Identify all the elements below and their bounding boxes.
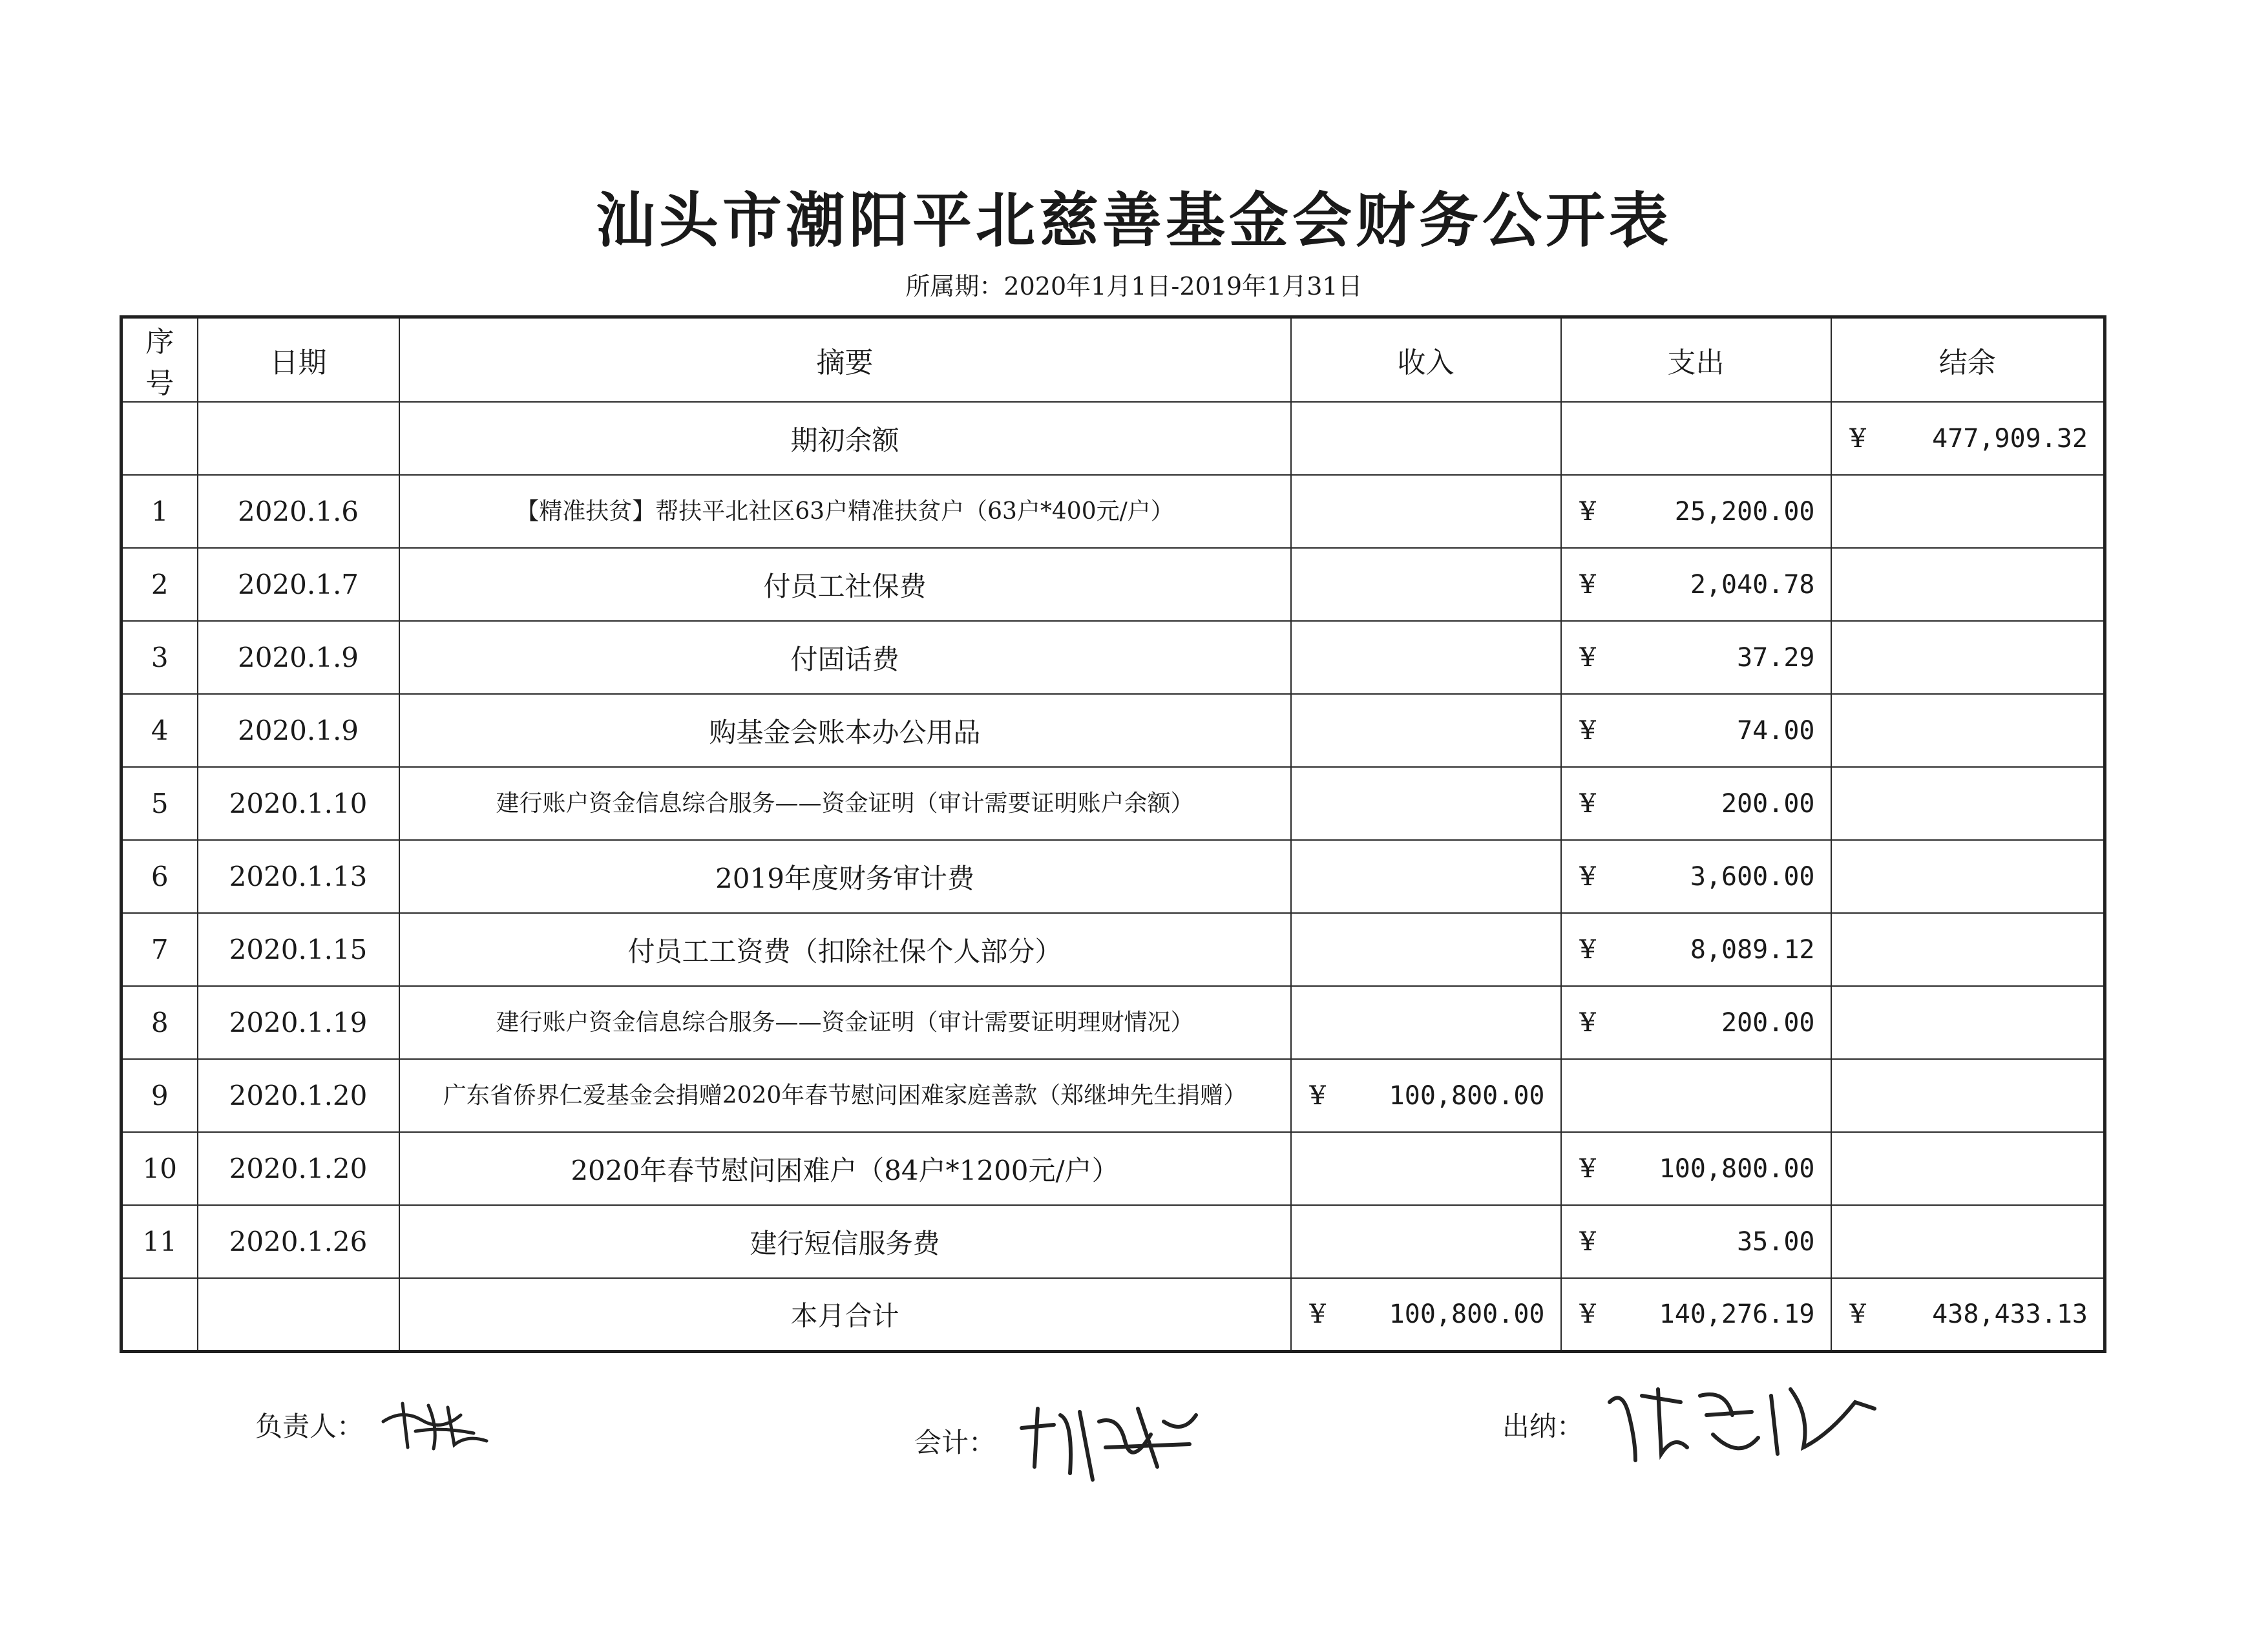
table-row [121,1059,2105,1132]
row-income-cell [1291,621,1561,694]
row-expense-value: 37.29 [1737,642,1815,673]
table-row [121,548,2105,621]
row-seq: 3 [121,621,198,694]
row-summary: 建行账户资金信息综合服务——资金证明（审计需要证明理财情况） [399,986,1291,1059]
table-row [121,621,2105,694]
row-income-cell [1291,475,1561,548]
table-row [121,913,2105,986]
row-expense-value: 200.00 [1721,788,1815,819]
total-row [121,1278,2105,1351]
currency-symbol: ¥ [1579,715,1596,746]
row-income-cell [1291,694,1561,767]
row-income-cell [1291,986,1561,1059]
row-date: 2020.1.9 [198,621,399,694]
table-row [121,1205,2105,1278]
row-balance-cell [1831,621,2105,694]
opening-balance-cell [1831,402,2105,475]
row-expense-cell [1561,548,1831,621]
total-expense-cell [1561,1278,1831,1351]
row-balance-cell [1831,840,2105,913]
row-expense-value: 2,040.78 [1690,569,1815,600]
table-cell [121,1278,198,1351]
row-expense-value: 35.00 [1737,1226,1815,1257]
manager-label: 负责人： [255,1411,364,1442]
row-income-value: 100,800.00 [1389,1080,1545,1111]
currency-symbol: ¥ [1579,1007,1596,1038]
accountant-signature-block [914,1396,1202,1486]
accountant-signature [1009,1396,1202,1486]
table-cell [121,402,198,475]
total-income-cell [1291,1278,1561,1351]
row-seq: 4 [121,694,198,767]
total-income-value: 100,800.00 [1389,1299,1545,1329]
manager-signature [377,1396,499,1454]
table-row [121,986,2105,1059]
cashier-signature [1597,1376,1881,1473]
currency-symbol: ¥ [1579,1226,1596,1257]
cashier-label: 出纳： [1502,1411,1584,1442]
row-expense-cell [1561,1132,1831,1205]
table-cell [1291,402,1561,475]
row-expense-cell [1561,913,1831,986]
row-summary: 2020年春节慰问困难户（84户*1200元/户） [399,1132,1291,1205]
row-date: 2020.1.15 [198,913,399,986]
row-summary: 购基金会账本办公用品 [399,694,1291,767]
row-expense-value: 74.00 [1737,715,1815,746]
table-row [121,1132,2105,1205]
row-expense-cell [1561,1059,1831,1132]
row-balance-cell [1831,1132,2105,1205]
row-seq: 6 [121,840,198,913]
manager-signature-block [255,1396,499,1454]
row-date: 2020.1.7 [198,548,399,621]
finance-table [120,315,2106,1353]
table-header-row [121,317,2105,403]
opening-balance-row [121,402,2105,475]
row-expense-value: 100,800.00 [1659,1153,1815,1184]
currency-symbol: ¥ [1579,496,1596,527]
row-summary: 【精准扶贫】帮扶平北社区63户精准扶贫户（63户*400元/户） [399,475,1291,548]
row-expense-cell [1561,1205,1831,1278]
row-balance-cell [1831,694,2105,767]
row-summary: 2019年度财务审计费 [399,840,1291,913]
total-summary: 本月合计 [399,1278,1291,1351]
row-seq: 2 [121,548,198,621]
currency-symbol: ¥ [1309,1299,1326,1329]
row-seq: 8 [121,986,198,1059]
row-balance-cell [1831,986,2105,1059]
header-expense: 支出 [1561,317,1831,403]
row-date: 2020.1.20 [198,1132,399,1205]
total-balance-value: 438,433.13 [1932,1299,2088,1329]
row-expense-value: 25,200.00 [1674,496,1815,527]
header-income: 收入 [1291,317,1561,403]
table-row [121,694,2105,767]
currency-symbol: ¥ [1579,569,1596,600]
table-row [121,840,2105,913]
currency-symbol: ¥ [1309,1080,1326,1111]
row-date: 2020.1.13 [198,840,399,913]
header-date: 日期 [198,317,399,403]
row-summary: 付员工工资费（扣除社保个人部分） [399,913,1291,986]
row-income-cell [1291,1132,1561,1205]
row-date: 2020.1.26 [198,1205,399,1278]
row-date: 2020.1.6 [198,475,399,548]
accountant-label: 会计： [914,1427,996,1458]
row-expense-value: 200.00 [1721,1007,1815,1038]
row-expense-cell [1561,475,1831,548]
table-row [121,475,2105,548]
row-income-cell [1291,548,1561,621]
header-summary: 摘要 [399,317,1291,403]
row-seq: 7 [121,913,198,986]
row-expense-cell [1561,694,1831,767]
row-income-cell [1291,767,1561,840]
row-seq: 9 [121,1059,198,1132]
row-seq: 10 [121,1132,198,1205]
currency-symbol: ¥ [1579,861,1596,892]
row-balance-cell [1831,475,2105,548]
row-summary: 广东省侨界仁爱基金会捐赠2020年春节慰问困难家庭善款（郑继坤先生捐赠） [399,1059,1291,1132]
cashier-signature-block [1502,1376,1881,1473]
row-seq: 1 [121,475,198,548]
row-expense-cell [1561,986,1831,1059]
opening-balance-value: 477,909.32 [1932,423,2088,454]
currency-symbol: ¥ [1579,642,1596,673]
row-balance-cell [1831,1205,2105,1278]
page-title: 汕头市潮阳平北慈善基金会财务公开表 [595,185,1672,255]
table-cell [198,402,399,475]
table-cell [198,1278,399,1351]
row-summary: 付员工社保费 [399,548,1291,621]
row-expense-cell [1561,767,1831,840]
row-balance-cell [1831,1059,2105,1132]
signature-row [0,1396,2268,1499]
row-date: 2020.1.19 [198,986,399,1059]
row-income-cell [1291,1059,1561,1132]
currency-symbol: ¥ [1579,1153,1596,1184]
total-expense-value: 140,276.19 [1659,1299,1815,1329]
row-balance-cell [1831,548,2105,621]
row-balance-cell [1831,913,2105,986]
currency-symbol: ¥ [1579,1299,1596,1329]
row-seq: 5 [121,767,198,840]
row-expense-cell [1561,621,1831,694]
row-date: 2020.1.10 [198,767,399,840]
row-balance-cell [1831,767,2105,840]
row-summary: 建行账户资金信息综合服务——资金证明（审计需要证明账户余额） [399,767,1291,840]
currency-symbol: ¥ [1849,1299,1866,1329]
table-row [121,767,2105,840]
row-income-cell [1291,840,1561,913]
period-label: 所属期：2020年1月1日-2019年1月31日 [905,272,1363,300]
currency-symbol: ¥ [1579,934,1596,965]
header-seq: 序号 [121,317,198,403]
row-expense-value: 8,089.12 [1690,934,1815,965]
row-expense-value: 3,600.00 [1690,861,1815,892]
table-cell [1561,402,1831,475]
header-balance: 结余 [1831,317,2105,403]
row-summary: 建行短信服务费 [399,1205,1291,1278]
currency-symbol: ¥ [1579,788,1596,819]
total-balance-cell [1831,1278,2105,1351]
row-seq: 11 [121,1205,198,1278]
row-income-cell [1291,1205,1561,1278]
row-expense-cell [1561,840,1831,913]
row-date: 2020.1.9 [198,694,399,767]
row-date: 2020.1.20 [198,1059,399,1132]
opening-summary: 期初余额 [399,402,1291,475]
row-income-cell [1291,913,1561,986]
row-summary: 付固话费 [399,621,1291,694]
currency-symbol: ¥ [1849,423,1866,454]
